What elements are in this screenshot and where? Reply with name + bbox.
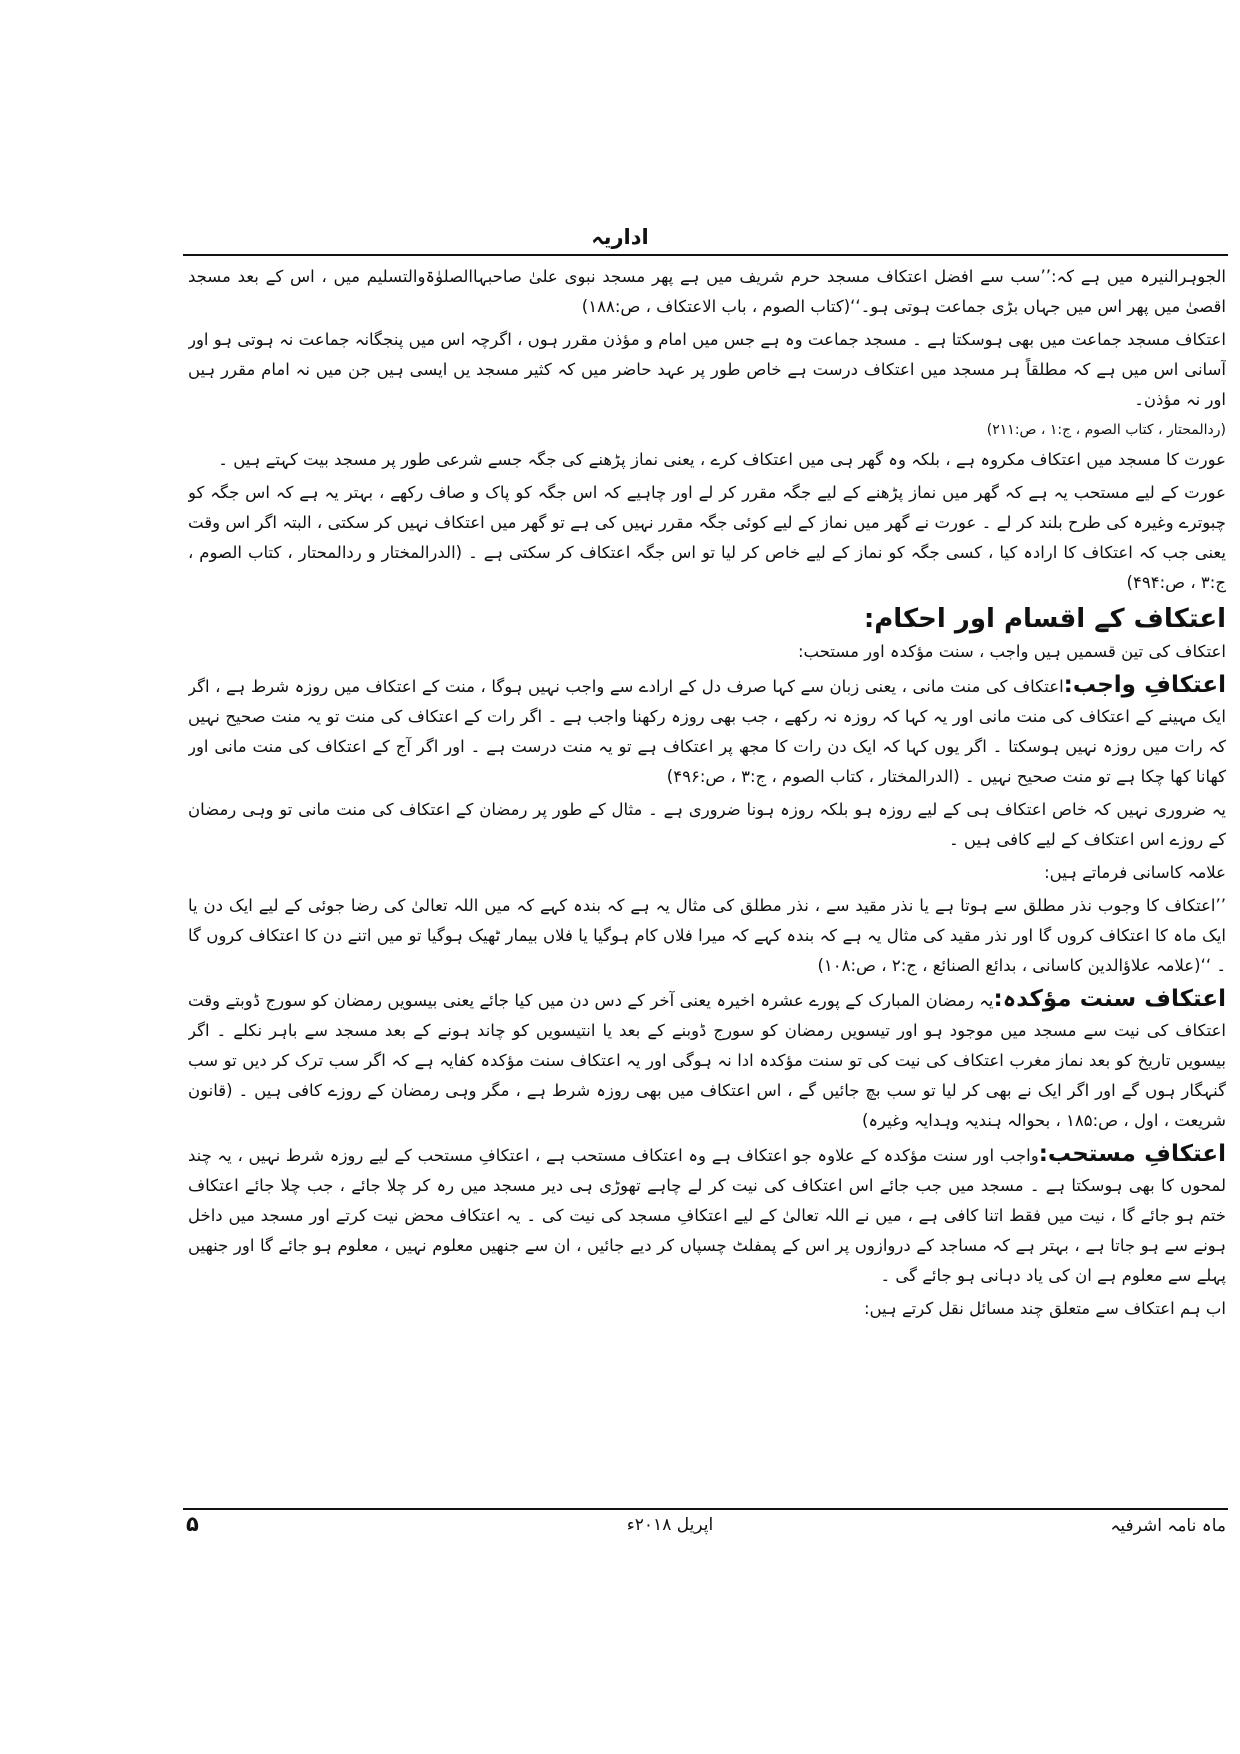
paragraph-3: عورت کا مسجد میں اعتکاف مکروہ ہے ، بلکہ وہ گھر ہی میں اعتکاف کرے ، یعنی نماز پڑھنے کی جگہ جسے شرعی طور پر مسجد بیت کہتے ہیں ۔	[218, 450, 1226, 469]
term-sunnat: اعتکاف سنت مؤکدہ:	[993, 986, 1226, 1012]
paragraph-mustahab	[188, 1139, 1226, 1291]
header-rule	[183, 254, 1228, 256]
paragraph-8: علامہ کاسانی فرماتے ہیں:	[1044, 863, 1226, 882]
section-heading: اعتکاف کے اقسام اور احکام:	[863, 604, 1226, 634]
citation-2: (ردالمحتار ، کتاب الصوم ، ج:۱ ، ص:۲۱۱)	[986, 422, 1226, 438]
text-mustahab: واجب اور سنت مؤکدہ کے علاوہ جو اعتکاف ہے وہ اعتکاف مستحب ہے ، اعتکافِ مستحب کے لیے روزہ شرط نہیں ، یہ چند لمحوں کا بھی ہوسکتا ہے ۔ مسجد میں جب جائے اس اعتکاف کی نیت کر لے چاہے تھوڑی ہی دیر مسجد میں رہ کر چلا جائے ، جب چلا جائے اعتکاف ختم ہو جائے گا ، نیت میں فقط اتنا کافی ہے ، میں نے اللہ تعالیٰ کے لیے اعتکافِ مسجد کی نیت کی ۔ یہ اعتکاف محض نیت کرتے اور مسجد میں داخل ہونے سے ہو جاتا ہے ، بہتر ہے کہ مساجد کے دروازوں پر اس کے پمفلٹ چسپاں کر دیے جائیں ، ان سے جنھیں معلوم نہیں ، معلوم ہو جائے گا اور جنھیں پہلے سے معلوم ہے ان کی یاد دہانی ہو جائے گی ۔	[188, 1146, 1226, 1285]
issue-date: اپریل ۲۰۱۸ء	[626, 1515, 714, 1535]
footer-rule	[183, 1508, 1228, 1510]
paragraph-7: یہ ضروری نہیں کہ خاص اعتکاف ہی کے لیے روزہ ہو بلکہ روزہ ہونا ضروری ہے ۔ مثال کے طور پر رمضان کے اعتکاف کی منت مانی تو وہی رمضان کے روزے اس اعتکاف کے لیے کافی ہیں ۔	[188, 800, 1226, 849]
paragraph-wajib	[188, 670, 1226, 792]
paragraph-5: اعتکاف کی تین قسمیں ہیں واجب ، سنت مؤکدہ اور مستحب:	[797, 642, 1226, 661]
page-number: ۵	[186, 1512, 199, 1536]
article-body	[188, 262, 1226, 1482]
paragraph-sunnat	[188, 984, 1226, 1136]
magazine-name: ماہ نامہ اشرفیہ	[1110, 1516, 1226, 1536]
paragraph-1: الجوہرالنیرہ میں ہے کہ:’’سب سے افضل اعتکاف مسجد حرم شریف میں ہے پھر مسجد نبوی علیٰ صاحبہاالصلوٰۃوالتسلیم میں ، اس کے بعد مسجد اقصیٰ میں پھر اس میں جہاں بڑی جماعت ہوتی ہو۔‘‘(کتاب الصوم ، باب الاعتکاف ، ص:۱۸۸)	[188, 267, 1226, 316]
page-header-title: اداریہ	[591, 225, 649, 249]
term-wajib: اعتکافِ واجب:	[1063, 672, 1226, 698]
text-sunnat: یہ رمضان المبارک کے پورے عشرہ اخیرہ یعنی آخر کے دس دن میں کیا جائے یعنی بیسویں رمضان کو سورج ڈوبتے وقت اعتکاف کی نیت سے مسجد میں موجود ہو اور تیسویں رمضان کو سورج ڈوبنے کے بعد یا انتیسویں کو چاند ہونے کے بعد مسجد سے باہر نکلے ۔ اگر بیسویں تاریخ کو بعد نماز مغرب اعتکاف کی نیت کی تو سنت مؤکدہ ادا نہ ہوگی اور یہ اعتکاف سنت مؤکدہ کفایہ ہے کہ اگر سب ترک کر دیں تو سب گنہگار ہوں گے اور اگر ایک نے بھی کر لیا تو سب بچ جائیں گے ، اس اعتکاف میں بھی روزہ شرط ہے ، مگر وہی رمضان کے روزے کافی ہیں ۔ (قانون شریعت ، اول ، ص:۱۸۵ ، بحوالہ ہندیہ وہدایہ وغیرہ)	[188, 991, 1226, 1130]
paragraph-9: ’’اعتکاف کا وجوب نذر مطلق سے ہوتا ہے یا نذر مقید سے ، نذر مطلق کی مثال یہ ہے کہ بندہ کہے کہ میں اللہ تعالیٰ کی رضا جوئی کے لیے ایک دن یا ایک ماہ کا اعتکاف کروں گا اور نذر مقید کی مثال یہ ہے کہ بندہ کہے کہ میرا فلاں کام ہوگیا یا فلاں بیمار ٹھیک ہوگیا تو میں اتنے دن کا اعتکاف کروں گا ۔ ‘‘(علامہ علاؤالدین کاسانی ، بدائع الصنائع ، ج:۲ ، ص:۱۰۸)	[188, 896, 1226, 975]
paragraph-4: عورت کے لیے مستحب یہ ہے کہ گھر میں نماز پڑھنے کے لیے جگہ مقرر کر لے اور چاہیے کہ اس جگہ کو پاک و صاف رکھے ، بہتر یہ ہے کہ اس جگہ کو چبوترے وغیرہ کی طرح بلند کر لے ۔ عورت نے گھر میں نماز کے لیے کوئی جگہ مقرر نہیں کی ہے تو گھر میں اعتکاف نہیں کر سکتی ، البتہ اگر اس وقت یعنی جب کہ اعتکاف کا ارادہ کیا ، کسی جگہ کو نماز کے لیے خاص کر لیا تو اس جگہ اعتکاف کر سکتی ہے ۔ (الدرالمختار و ردالمحتار ، کتاب الصوم ، ج:۳ ، ص:۴۹۴)	[188, 483, 1226, 592]
text-wajib: اعتکاف کی منت مانی ، یعنی زبان سے کہا صرف دل کے ارادے سے واجب نہیں ہوگا ، منت کے اعتکاف میں روزہ شرط ہے ، اگر ایک مہینے کے اعتکاف کی منت مانی اور یہ کہا کہ روزہ نہ رکھے ، جب بھی روزہ رکھنا واجب ہے ۔ اگر رات کے اعتکاف کی منت تو یہ منت صحیح نہیں کہ رات میں روزہ نہیں ہوسکتا ۔ اگر یوں کہا کہ ایک دن رات کا مجھ پر اعتکاف ہے تو یہ منت درست ہے ۔ اور اگر آج کے اعتکاف کی منت مانی اور کھانا کھا چکا ہے تو منت صحیح نہیں ۔ (الدرالمختار ، کتاب الصوم ، ج:۳ ، ص:۴۹۶)	[188, 677, 1226, 786]
paragraph-2: اعتکاف مسجد جماعت میں بھی ہوسکتا ہے ۔ مسجد جماعت وہ ہے جس میں امام و مؤذن مقرر ہوں ، اگرچہ اس میں پنجگانہ جماعت نہ ہوتی ہو اور آسانی اس میں ہے کہ مطلقاً ہر مسجد میں اعتکاف درست ہے خاص طور پر عہد حاضر میں کہ کثیر مسجد یں ایسی ہیں جن میں نہ امام مقرر ہیں اور نہ مؤذن۔	[188, 330, 1226, 409]
paragraph-12: اب ہم اعتکاف سے متعلق چند مسائل نقل کرتے ہیں:	[863, 1299, 1226, 1318]
term-mustahab: اعتکافِ مستحب:	[1038, 1141, 1226, 1167]
